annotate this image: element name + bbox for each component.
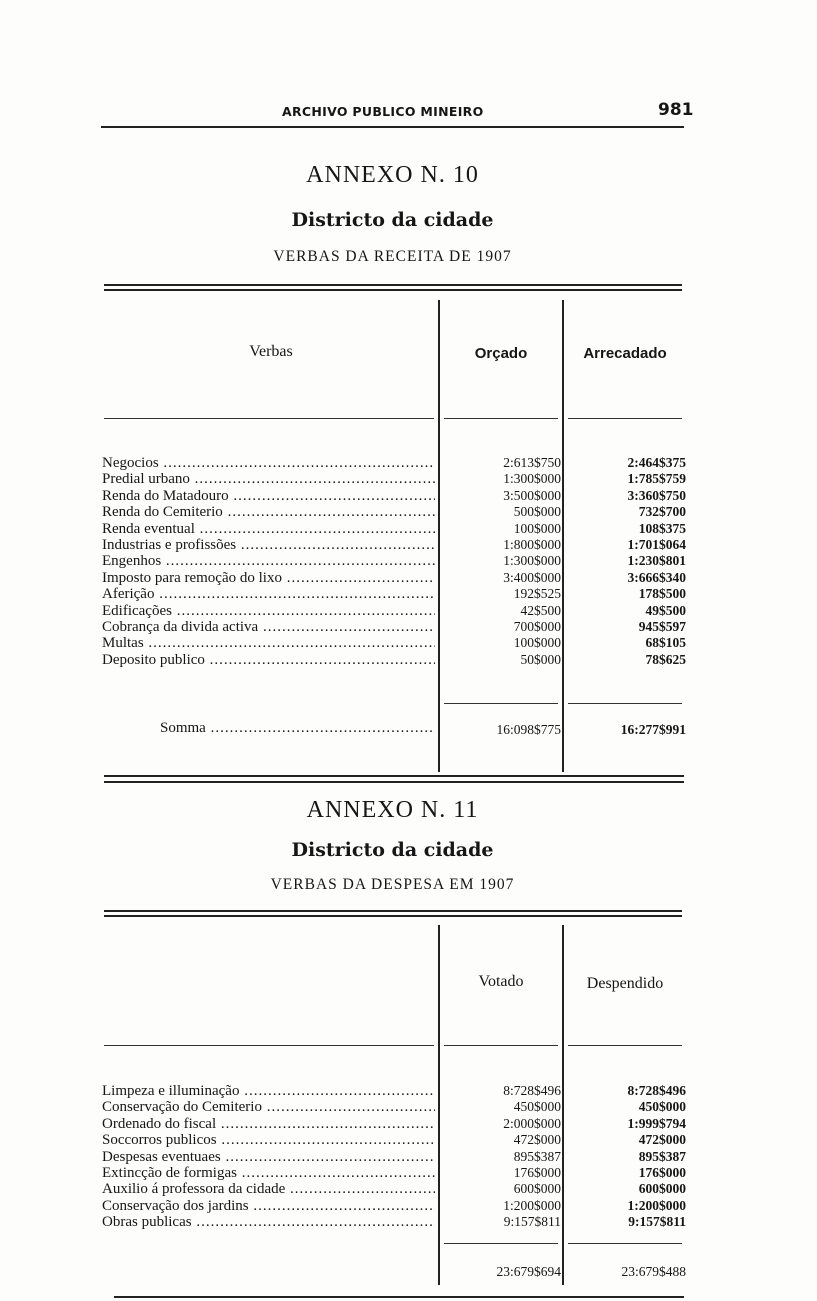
table-row (0, 570, 817, 586)
table-top-rule (104, 284, 682, 286)
header-underline-1 (104, 418, 434, 419)
row-votado: 1:200$000 (503, 1197, 561, 1213)
row-votado: 9:157$811 (503, 1214, 561, 1230)
table-bottom-rule (114, 1296, 684, 1298)
row-despendido: 895$387 (638, 1148, 686, 1164)
row-label: Soccorros publicos ..... (102, 1132, 435, 1148)
row-arrecadado: 1:230$801 (627, 553, 686, 569)
header-underline-3 (568, 1045, 682, 1046)
row-label: Multas ..... (102, 635, 435, 651)
row-despendido: 9:157$811 (628, 1214, 686, 1230)
row-arrecadado: 732$700 (638, 504, 686, 520)
total-orcado: 16:098$775 (496, 722, 561, 737)
row-label: Conservação do Cemiterio ..... (102, 1099, 435, 1115)
total-votado: 23:679$694 (496, 1264, 561, 1279)
row-orcado: 500$000 (513, 504, 561, 520)
row-label: Auxilio á professora da cidade ..... (102, 1181, 435, 1197)
row-orcado: 42$500 (520, 602, 561, 618)
annex-10-subtitle: Districto da cidade (291, 209, 494, 231)
row-orcado: 3:500$000 (503, 487, 561, 503)
header-underline-3 (568, 418, 682, 419)
row-despendido: 1:999$794 (627, 1115, 686, 1131)
row-orcado: 2:613$750 (503, 455, 561, 470)
header-rule (101, 126, 684, 128)
annex-10-title: ANNEXO N. 10 (306, 162, 479, 188)
table-top-rule-2 (104, 289, 682, 291)
row-label: Renda do Cemiterio ..... (102, 504, 435, 520)
row-label: Deposito publico ..... (102, 652, 435, 668)
table-row (0, 1132, 817, 1148)
row-label: Despesas eventuaes ..... (102, 1149, 435, 1165)
row-label: Imposto para remoção do lixo ..... (102, 570, 435, 586)
page-number: 981 (658, 100, 694, 120)
row-despendido: 1:200$000 (627, 1197, 686, 1213)
table-row (0, 619, 817, 635)
sum-rule-1 (444, 1243, 558, 1244)
row-label: Predial urbano ..... (102, 471, 435, 487)
row-votado: 472$000 (513, 1132, 561, 1148)
row-votado: 450$000 (513, 1099, 561, 1115)
row-arrecadado: 945$597 (638, 619, 686, 634)
table-row (0, 652, 817, 668)
row-orcado: 100$000 (513, 520, 561, 536)
table-bottom-rule-2 (104, 781, 684, 783)
row-arrecadado: 78$625 (645, 651, 686, 667)
row-votado: 600$000 (513, 1181, 561, 1197)
row-arrecadado: 178$500 (638, 586, 686, 602)
row-orcado: 700$000 (513, 619, 561, 634)
row-despendido: 176$000 (638, 1165, 686, 1180)
row-label: Negocios ..... (102, 455, 435, 471)
table-top-rule-2 (104, 915, 682, 917)
row-label: Industrias e profissões ..... (102, 537, 435, 553)
row-orcado: 3:400$000 (503, 569, 561, 585)
table-bottom-rule (104, 775, 684, 777)
table-row (0, 521, 817, 537)
row-votado: 895$387 (513, 1148, 561, 1164)
table-row (0, 537, 817, 553)
total-label: Somma ..... (160, 720, 435, 737)
annex-11-caption: VERBAS DA DESPESA EM 1907 (270, 876, 515, 893)
sum-rule-1 (444, 703, 558, 704)
row-orcado: 1:300$000 (503, 471, 561, 487)
row-arrecadado: 1:701$064 (627, 537, 686, 552)
header-underline-2 (444, 1045, 558, 1046)
header-underline-1 (104, 1045, 434, 1046)
row-despendido: 450$000 (638, 1099, 686, 1115)
row-despendido: 472$000 (638, 1132, 686, 1148)
row-label: Renda do Matadouro ..... (102, 488, 435, 504)
row-orcado: 192$525 (513, 586, 561, 602)
table-row (0, 1214, 817, 1230)
table-top-rule (104, 910, 682, 912)
table-row (0, 603, 817, 619)
row-arrecadado: 49$500 (645, 602, 686, 618)
row-votado: 176$000 (513, 1165, 561, 1180)
row-orcado: 1:800$000 (503, 537, 561, 552)
row-label: Obras publicas ..... (102, 1214, 435, 1230)
table-row (0, 1181, 817, 1197)
row-arrecadado: 3:360$750 (627, 487, 686, 503)
table-row (0, 1099, 817, 1115)
row-label: Conservação dos jardins ..... (102, 1198, 435, 1214)
row-orcado: 1:300$000 (503, 553, 561, 569)
total-despendido: 23:679$488 (621, 1264, 686, 1279)
annex-10-caption: VERBAS DA RECEITA DE 1907 (273, 248, 512, 265)
row-votado: 2:000$000 (503, 1115, 561, 1131)
row-arrecadado: 108$375 (638, 520, 686, 536)
row-votado: 8:728$496 (503, 1083, 561, 1098)
annex-11-subtitle: Districto da cidade (291, 839, 494, 861)
row-label: Extincção de formigas ..... (102, 1165, 435, 1181)
table-row (0, 635, 817, 651)
row-orcado: 50$000 (520, 651, 561, 667)
sum-rule-2 (568, 1243, 682, 1244)
table-row (0, 586, 817, 602)
table-row (0, 1083, 817, 1099)
row-label: Engenhos ..... (102, 553, 435, 569)
col-header-arrecadado: Arrecadado (583, 345, 667, 362)
running-header-title: ARCHIVO PUBLICO MINEIRO (282, 104, 484, 119)
col-header-verbas: Verbas (249, 343, 293, 360)
total-arrecadado: 16:277$991 (620, 722, 686, 737)
row-arrecadado: 3:666$340 (627, 569, 686, 585)
row-label: Limpeza e illuminação ..... (102, 1083, 435, 1099)
row-label: Cobrança da divida activa ..... (102, 619, 435, 635)
col-header-orcado: Orçado (474, 345, 528, 362)
table-row (0, 553, 817, 569)
row-label: Renda eventual ..... (102, 521, 435, 537)
row-orcado: 100$000 (513, 635, 561, 651)
row-despendido: 600$000 (638, 1181, 686, 1197)
row-label: Ordenado do fiscal ..... (102, 1116, 435, 1132)
table-row (0, 1149, 817, 1165)
row-label: Edificações ..... (102, 603, 435, 619)
row-arrecadado: 1:785$759 (627, 471, 686, 487)
table-row (0, 488, 817, 504)
table-row (0, 1198, 817, 1214)
row-label: Aferição ..... (102, 586, 435, 602)
table-row (0, 1116, 817, 1132)
sum-rule-2 (568, 703, 682, 704)
row-arrecadado: 2:464$375 (627, 455, 686, 470)
col-header-votado: Votado (478, 973, 524, 990)
table-row (0, 471, 817, 487)
annex-11-title: ANNEXO N. 11 (306, 797, 479, 823)
table-row (0, 455, 817, 471)
table-row (0, 1165, 817, 1181)
row-arrecadado: 68$105 (645, 635, 686, 651)
row-despendido: 8:728$496 (627, 1083, 686, 1098)
col-header-despendido: Despendido (586, 975, 664, 992)
header-underline-2 (444, 418, 558, 419)
table-row (0, 504, 817, 520)
